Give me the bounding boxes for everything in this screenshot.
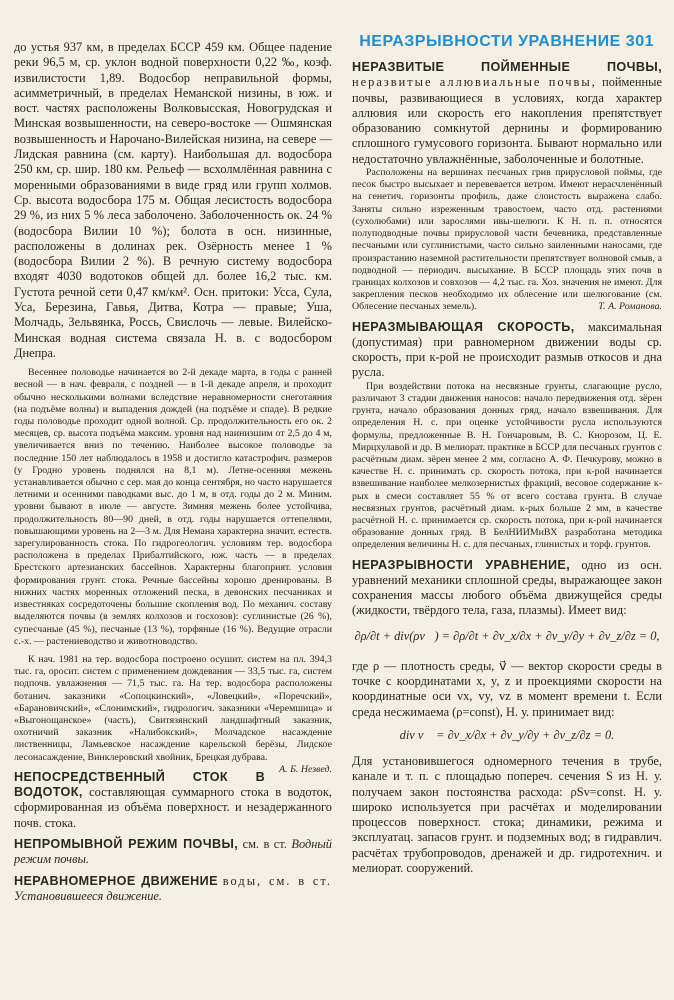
running-header: НЕРАЗРЫВНОСТИ УРАВНЕНИЕ 301	[359, 33, 654, 50]
right-column	[352, 60, 662, 876]
paragraph-neman-basin: до устья 937 км, в пределах БССР 459 км. Общее падение реки 96,5 м, ср. уклон водной поверхности 0,22 ‰, коэф. извилистости 1,89. Водосбор неправильной формы, асимметричный, в пределах Неманской низины, в юж. и вост. частях расположены Волковысская, Новогрудская и Минская возвышенности, на северо-востоке — Ошмянская возвышенность и Нарочано-Вилейская низина, на севере — Лидская равнина (см. карту). Наибольшая дл. водосбора 250 км, ср. шир. 180 км. Рельеф — всхолмлённая равнина с моренными образованиями в виде гряд или групп холмов. Ср. высота водосбора 175 м. Общая лесистость водосбора 29 %, из них 5 % леса заболочено. Заболоченность ок. 24 % (водосбора Вилии 10 %); болота в осн. низинные, расположены в долинах рек. Озёрность менее 1 % (водосбора Вилии 2 %). В речную систему водосбора входят 4030 водотоков общей дл. более 16,2 тыс. км. Густота речной сети 0,47 км/км². Осн. притоки: Усса, Сула, Уса, Березина, Гавья, Дитва, Котра — правые; Уша, Молчадь, Зельвянка, Россь, Свислочь — левые. Вилейско-Минская водная система связала Н. в. с водосбором Днепра.	[14, 40, 332, 360]
incompressible-formula: div v⃗ = ∂v_x/∂x + ∂v_y/∂y + ∂v_z/∂z = 0.	[399, 727, 615, 742]
entry-title: НЕПРОМЫВНОЙ РЕЖИМ ПОЧВЫ,	[14, 836, 239, 851]
entry-title: НЕПОСРЕДСТВЕННЫЙ СТОК В ВОДОТОК,	[14, 769, 266, 800]
entry-velocity-details: При воздействии потока на несвязные грунты, слагающие русло, различают 3 стадии движения наносов: начало передвижения отд. зёрен грунта, начало образования донных гряд, начало взвешивания. Для определения Н. с. при оценке устойчивости русла используются формулы, предложенные В. Н. Гончаровым, В. С. Кнорозом, Ц. Е. Мирцхулавой и др. В мелиорат. практике в БССР для песчаных грунтов с расчётным диам. зёрен менее 2 мм, согласно А. Ф. Печкурову, можно в качестве Н. с. принимать ср. скорость потока, при к-рой начинается взвешивание наиболее мелкозернистых фракций, весовое содержание к-рых в смеси составляет 55 % от всего состава грунта. В случае несвязных грунтов, расчётный диам. к-рых больше 2 мм, в качестве расчётной Н. с. принимается ср. скорость потока, при к-рой начинается образование донных гряд. В БелНИИМиВХ разработана методика определения величины Н. с. для песчаных, глинистых и торф. грунтов.	[352, 380, 662, 551]
entry-text: пойменные почвы, развивающиеся в условиях, когда характер аллювия или скорость его накопления препятствует образованию сомкнутой дернины и формированию сплошного гумусового горизонта. Бывают нормально или недостаточно увлажнённые, заболоченные и болотные.	[352, 75, 662, 166]
entry-continuity-equation	[352, 558, 662, 619]
paragraph-melioration-text: К нач. 1981 на тер. водосбора построено осушит. систем на пл. 394,3 тыс. га, оросит. систем с применением дождевания — 33,5 тыс. га, систем подпочв. увлажнения — 71,5 тыс. га. На тер. водосбора расположены ботанич. заказники «Сопоцкинский», «Ловецкий», «Поречский», «Барановичский», «Слонимский», гидрологич. заказники «Черемшица» и «Выгонощанское» (часть), Свитязянский ландшафтный заказник, охотничий заказник «Налибокский», Молчадское насаждение лиственницы, Ламьевское насаждение карельской берёзы, Лидское лесонасаждение, Винклеровский хвойник, Брецкая дубрава.	[14, 653, 332, 763]
entry-nonerosive-velocity	[352, 320, 662, 381]
entry-title: НЕРАЗРЫВНОСТИ УРАВНЕНИЕ,	[352, 557, 571, 572]
entry-title: НЕРАЗМЫВАЮЩАЯ СКОРОСТЬ,	[352, 319, 575, 334]
entry-text: одно из осн. уравнений механики сплошной среды, выражающее закон сохранения массы любого объёма движущейся среды (жидкости, твёрдого тела, газа, плазмы). Имеет вид:	[352, 557, 662, 618]
cross-reference[interactable]: Установившееся движение.	[14, 888, 163, 903]
left-column	[14, 40, 332, 904]
entry-ref-text: воды, см. в ст.	[222, 873, 332, 888]
entry-floodplain-soils	[352, 60, 662, 167]
cross-reference[interactable]: Водный режим почвы.	[14, 836, 332, 867]
entry-title: НЕРАВНОМЕРНОЕ ДВИЖЕНИЕ	[14, 873, 218, 888]
entry-ref-text: см. в ст.	[242, 836, 287, 851]
continuity-formula: ∂ρ/∂t + div(ρv⃗) = ∂ρ/∂t + ∂v_x/∂x + ∂v_y/∂y + ∂v_z/∂z = 0,	[354, 628, 660, 643]
formula-explanation: где ρ — плотность среды, v⃗ — вектор скорости среды в точке с координатами x, y, z и проекциями скорости на координатные оси vx, vy, vz в момент времени t. Если среда несжимаема (ρ=const), Н. у. принимает вид:	[352, 658, 662, 719]
entry-title: НЕРАЗВИТЫЕ ПОЙМЕННЫЕ ПОЧВЫ,	[352, 60, 662, 74]
paragraph-melioration	[14, 653, 332, 775]
entry-direct-runoff	[14, 770, 332, 831]
entry-text: составляющая суммарного стока в водоток, сформированная из объёма поверхност. и незадержанного почв. стока.	[14, 785, 332, 830]
entry-nonuniform-flow	[14, 874, 332, 905]
entry-floodplain-details	[352, 167, 662, 313]
entry-detail-text: Расположены на вершинах песчаных грив прирусловой поймы, где песок быстро высыхает и перевевается ветром. Имеют нерасчленённый на генетич. горизонты профиль, даже слоистость выражена слабо. Заняты сильно изреженным травостоем, часто отд. растениями (сухолюбами) или зарослями ивы-шелюги. К Н. п. п. относятся полуподводные почвы прирусловой части бечевника, представленные песчаными или суглинистыми, часто сильно заиленными наносами, где произрастанию наземной растительности препятствует волновой смыв, а подводной — периодич. высыхание. В БССР площадь этих почв в границах колхозов и совхозов — 4,2 тыс. га. Хоз. значения не имеют. Для закрепления песков необходимо их облесение или шелюгование (см. Облесение песчаных земель).	[352, 167, 662, 313]
steady-flow-paragraph: Для установившегося одномерного течения в трубе, канале и т. п. с площадью попереч. сечения S из Н. у. получаем закон постоянства расхода: ρSv=const. Н. у. широко используется при расчётах и моделировании процессов поверхност. стока; динамики, режима и эксплуатац. запасов грунт. и подземных вод; в гидравлич. расчётах трубопроводов, дренажей и др. гидротехнич. и мелиорат. сооружений.	[352, 753, 662, 875]
entry-nonleaching-regime	[14, 837, 332, 868]
author-signature: А. Б. Незвед.	[279, 763, 332, 775]
entry-subtitle: неразвитые аллювиальные почвы,	[352, 75, 597, 90]
author-signature: Т. А. Романова.	[598, 301, 662, 313]
paragraph-flood-regime: Весеннее половодье начинается во 2-й декаде марта, в годы с ранней весной — в нач. февраля, с поздней — в 1-й декаде апреля, и проходит обычно несколькими волнами вследствие неравномерности снеготаяния (на подъёме волны) и выпадения дождей (на подъёме и спаде). В редкие годы половодье проходит одной волной. Ср. продолжительность его ок. 2 месяцев, ср. высота подъёма максим. уровня над наинизшим от 2,5 до 4 м, увеличивается вниз по течению. Наиболее высокое половодье за последние 150 лет наблюдалось в 1958 и достигло катастрофич. размеров (у Гродно уровень поднялся на 8,1 м). Летне-осенняя межень устанавливается обычно с сер. мая до конца сентября, но часто нарушается летними и осенними паводками выс. до 1 м, в отд. годы до 2 м. Миним. уровни бывают в июле — августе. Зимняя межень более устойчива, продолжительность 80—90 дней, в отд. годы нарушается оттепелями, повышающими уровень на 2—3 м. Для Немана характерна значит. естеств. зарегулированность стока. По гидрогеологич. условиям тер. водосбора расположена в пределах Прибалтийского, юж. часть — в пределах Брестского артезианских бассейнов. Характерны благоприят. условия формирования грунт. стока. Речные бассейны хорошо дренированы. В нижних частях моренных отложений песка, в девонских песчаниках и известняках сосредоточены большие скопления вод. По механич. составу выделяются почвы (в землях колхозов и госхозов): суглинистые (26 %), супесчаные (45 %), песчаные (13 %), торфяные (16 %). Ведущие отрасли с.-х. — растениеводство и животноводство.	[14, 367, 332, 647]
entry-text: максимальная (допустимая) при равномерном движении воды ср. скорость, при к-рой не происходит размыв откосов и дна русла.	[352, 319, 662, 380]
